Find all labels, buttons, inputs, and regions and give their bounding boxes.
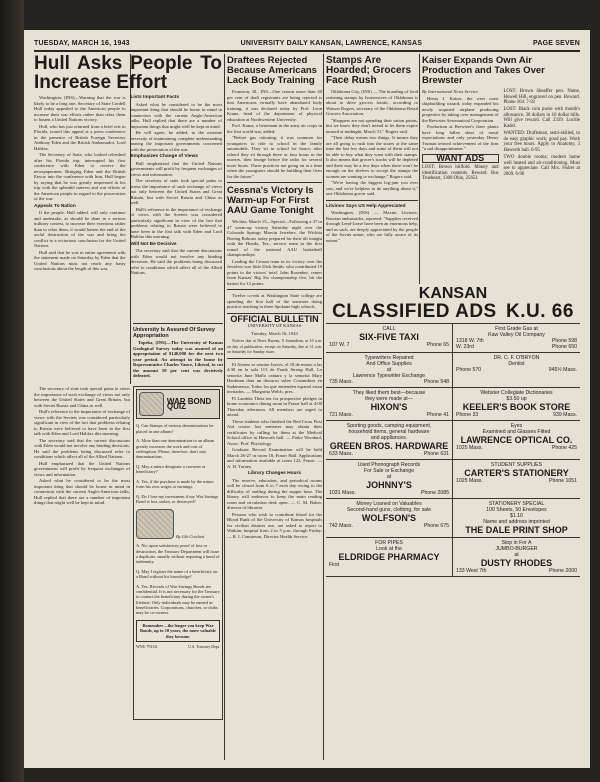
ad-name: GREEN BROS. HARDWARE — [329, 441, 449, 451]
ad-line: Second-hand guns, clothing, for sale — [346, 507, 432, 513]
ad-detail: Phone 548 — [423, 379, 449, 385]
cessna-paragraph: Leading the Cessna team in its victory over the Jewelers was little Dick Smith, who contributed 19 points to the victors' total. John Rosenber, center from Kansas' Big Six championship five, hit the basket for 12 points. — [227, 258, 322, 286]
ad-line: Sporting goods, camping equipment, — [346, 423, 432, 429]
quiz-answer: A. No; upon satisfactory proof of loss or destruction, the Treasury Department will issue a duplicate, usually without requiring a bond of indemnity. — [136, 543, 220, 565]
ad-line: Lawrence Typewriter Exchange — [352, 373, 426, 379]
classified-ad — [453, 353, 580, 388]
quiz-title-banner — [136, 389, 220, 419]
hull-paragraph: Asked what he considered to be the most important thing that should be borne in mind in connection with the current Anglo-American talks, Hull replied that there are a number of important things that might well be kept in mind. — [34, 478, 130, 505]
ad-line: at — [386, 367, 392, 373]
hull-paragraph: Hull said that he was in entire agreement with the statement made on Saturday by Eden that the United Nations must not reach any hasty conclusions about the length of this war. — [34, 249, 126, 271]
masthead-paper: UNIVERSITY DAILY KANSAN, LAWRENCE, KANSAS — [240, 39, 423, 47]
bulletin-date: Tuesday, March 16, 1943 — [251, 330, 298, 336]
quiz-footer-right: U.S. Treasury Dept. — [188, 643, 220, 649]
ad-name: WOLFSON'S — [361, 513, 417, 523]
ad-detail: Phone 41 — [426, 412, 449, 418]
hull-continued — [34, 386, 130, 736]
bulletin-notice: Graduate Record Examination will be held March 26-27 in room 18, Fraser Hall. Applications and information available at room 122, Fraser. — A. H. Turney. — [227, 447, 322, 469]
classified-ad — [453, 538, 580, 577]
hull-paragraph: The Secretary of State, who looked refreshed after his Florida trip, interrupted his first conference with Eden to receive the newspapermen. Bringing Eden and the British Envoy into the conference with him, Hull began by saying that he was greatly impressed in his trip with the splendid interest and war efforts of the American people in regard to the prosecution of the war. — [34, 152, 126, 201]
ad-line: at — [386, 474, 392, 480]
ad-name: LAWRENCE OPTICAL CO. — [460, 435, 573, 445]
masthead — [34, 36, 580, 52]
quiz-slogan: Remember—the longer you keep War Bonds, up to 10 years, the more valuable they become. — [136, 620, 220, 642]
hull-paragraph: The secretary of state took special pains to stress the importance of such exchange of views not only between the United States and Great Britain, but with Soviet Russia and China as well. — [34, 386, 130, 408]
classified-ad — [326, 538, 453, 577]
quiz-answer: A. Yes. Records of War Savings Bonds are confidential. It is not necessary for the Treasury to contact the beneficiary during the owner's lifetime. Only individuals may be named as beneficiaries. Corporations, churches, or clubs may be co-owners. — [136, 583, 220, 616]
classified-ad — [453, 460, 580, 499]
ad-address-row — [329, 562, 449, 568]
kaiser-byline: By International News Service — [422, 89, 479, 94]
classified-ad — [326, 499, 453, 538]
ad-address-row — [329, 451, 449, 457]
hull-paragraph: Hull, who has just returned from a brief rest in Florida, issued this appeal at a press conference in the presence of British Foreign Secretary Anthony Eden and the British Ambassador, Lord Halifax. — [34, 123, 126, 151]
stamps-paragraph: "Shoppers are not spending their ration points, but we know they don't intend to let them expire unused at midnight, March 31," Rogers said. — [326, 117, 418, 134]
classified-line2: CLASSIFIED ADS — [332, 301, 497, 322]
stamps-headline: Stamps Are Hoarded; Grocers Face Rush — [326, 55, 412, 86]
ad-line: Examined and Glasses Fitted — [482, 429, 551, 435]
hull-subhead: Lists Important Facts — [130, 95, 180, 100]
ad-detail: Phone 631 — [423, 451, 449, 457]
ad-line: $3.50 up — [506, 396, 527, 402]
quiz-title: WAR BOND QUIZ — [166, 396, 212, 411]
bulletin-notice: Pi Lambda Theta tea for prospective pledges in home economics dining room in Fraser hall at 4:00 Thursday afternoon. All members are urged to attend. — [227, 395, 322, 417]
ad-line: CALL — [382, 326, 396, 332]
ad-address-row — [456, 445, 577, 451]
want-ads-title: WANT ADS — [422, 154, 499, 164]
ad-name: DUSTY RHODES — [480, 558, 553, 568]
ad-line: Typewriters Repaired — [364, 355, 414, 361]
draftees-headline: Draftees Rejected Because Americans Lack Body Training — [227, 55, 317, 86]
ad-name: THE DALE PRINT SHOP — [465, 525, 568, 535]
classified-ad — [453, 324, 580, 353]
ad-detail: 1025 Mass. — [456, 478, 483, 484]
cartoon-icon — [136, 509, 174, 539]
litvinov-headline: Litvinov Says US Help Appreciated — [326, 203, 406, 209]
ad-name: CARTER'S STATIONERY — [464, 468, 569, 478]
want-ad-item: LOST: Black coin purse with month's allowance, 30 dollars in 10 dollar bills. Will give reward. Call 2339. Lucille Kadel. — [503, 107, 580, 130]
ad-detail: 945½ Mass. — [548, 367, 577, 373]
ad-line: they were made at— — [365, 396, 413, 402]
classified-grid — [326, 323, 580, 577]
ad-line: at — [514, 552, 519, 558]
ad-line: DR. C. F. O'BRYON — [493, 355, 540, 361]
ad-address-row — [456, 412, 577, 418]
ad-line: Webster Collegiate Dictionaries — [480, 390, 553, 396]
ad-address-row — [456, 478, 577, 484]
hull-paragraph: If the people, Hull added, will only continue and undertake, as should be done in a serious military contest, to increase their exertions rather than to relax them, it would hasten the end of the awful destruction of the war and bring the conflict to a victorious conclusion for the United Nations. — [34, 210, 126, 248]
ad-detail: W. 23rd — [456, 344, 474, 350]
kaiser-paragraph: Production at Brewster's three plants have long fallen short of naval expectations and only yesterday Henry Truman termed achievement of the firm "a sad disappointment." — [422, 124, 499, 151]
ad-line: STATIONERY SPECIAL — [488, 501, 545, 507]
stamps-paragraph: Oklahoma City, (INS) — The hoarding of food rationing stamps by housewives of Oklahoma is about to drive grocers frantic, according to Watson Rogers, secretary of the Oklahoma Retail Grocers Association. — [326, 89, 418, 116]
ad-name: SIX-FIVE TAXI — [359, 332, 419, 342]
quiz-question: Q. Do I lose my investment if my War Savings Bond is lost, stolen, or destroyed? — [136, 493, 219, 505]
ad-line: household items, general hardware — [348, 429, 430, 435]
hull-paragraph: Asked what he considered to be the most important thing that should be borne in mind in connection with the current Anglo-American talks, Hull replied that there are a number of important things that might well be kept in mind. — [130, 101, 222, 129]
bulletin-org: UNIVERSITY OF KANSAS — [247, 323, 302, 328]
ad-detail: Phone 675 — [423, 523, 449, 529]
coeds-paragraph: Twelve co-eds at Washington State college are spending the first half of the semester doing practice teaching in three Spokane high schools. — [227, 293, 322, 309]
column-rule — [323, 54, 324, 760]
quiz-question: Q. Can Stamps of various denominations be placed in one album? — [136, 423, 214, 434]
ad-detail: Phone 2000 — [549, 568, 577, 574]
hull-headline: Hull Asks People To Increase Effort — [34, 54, 222, 93]
ad-detail: 133 West 7th — [456, 568, 487, 574]
hull-subhead: Appeals To Nation — [34, 203, 76, 209]
ad-line: STUDENT SUPPLIES — [490, 462, 543, 468]
want-ad-item: TWO double rooms; modern home well heated and air-conditioning. Must see to appreciate. Call Mrs. Fisher at 2009. 6-96 — [503, 155, 580, 177]
ad-address-row — [456, 367, 577, 373]
ad-detail: Phone 650 — [551, 344, 577, 350]
classified-line1: KANSAN — [418, 285, 488, 302]
ad-address-row — [456, 344, 577, 350]
ad-line: Used Phonograph Records — [357, 462, 421, 468]
ad-detail: 1025 Mass. — [456, 445, 483, 451]
bulletin-note: Notices due at News Bureau, 8 Journalism, at 10 a.m. on day of publication, except on Saturday, due at 11 a.m. on Saturday for Sunday issue. — [227, 338, 322, 354]
classified-ad — [453, 421, 580, 460]
ad-detail: Phone 1051 — [549, 478, 577, 484]
bulletin-notice: El Ateneo se reunira Jueves, el 18 de marzo a las 4:30 en la sala 113 de Frank Strong Hall. La senorita June Mallo cantara y la senorita Mary Hardman dara un discurso sobre Costumbres en Sudamerica. Todos los que entienden espanol estan invitados. — Margarita Welch, pres. — [227, 361, 322, 394]
hull-paragraph: The secretary said that the current discussions with Eden would not involve any binding decisions. He said the problems being discussed refer to conditions which affect all of the Allied Nations. — [34, 437, 130, 459]
quiz-credit: By Gib Crockett — [176, 533, 205, 539]
classified-banner — [326, 286, 580, 321]
want-ad-item: LOST: Brown billfold. Money and identification contents. Reward. Bus Trueheart, 1308 Ohio, 2565J. — [422, 165, 499, 182]
quiz-answer: A. More than one denomination in an album greatly increases the work and cost of redemption. Please, therefore, don't mix denominations. — [136, 438, 215, 460]
ad-line: Name and address imprinted — [483, 519, 550, 525]
page-edge-shadow — [0, 0, 24, 782]
hull-subhead: Will Not Be Decisive — [130, 241, 177, 247]
ad-line: 100 Sheets, 50 Envelopes — [486, 507, 547, 513]
survey-body: Topeka, (INS)—The University of Kansas Geological Survey today was assured of an appropriation of $140,000 for the next two year period. An attempt in the house by Representative Charles Vance, Liberal, to cut the amount 50 per cent was decisively defeated. — [133, 340, 223, 379]
classified-ad — [326, 421, 453, 460]
ad-address-row — [329, 490, 449, 496]
newspaper-page — [24, 30, 590, 768]
draftees-paragraph: Prof. Kranz, a lieutenant in the army air corps in the first world war, added: — [227, 123, 322, 134]
column-rule — [224, 54, 225, 760]
draftees-paragraph: Evanston, Ill., INS—One reason more than 40 per cent of draft registrants are being rejected is that Americans virtually have abandoned body training, it was declared today by Prof. Leon Kranz, head of the department of physical education at Northwestern University. — [227, 89, 322, 122]
stamps-paragraph: "Their delay means two things. It means they are all going to rush into the stores at the same time the last few days and some of them will not be able to buy what they want with their stamps. It also means that grocer's stocks will be depleted and there may be a few days when there won't be enough on the shelves to accept the stamps the women are wanting to exchange," Rogers said. — [326, 135, 418, 179]
ad-detail: 1031 Mass. — [329, 490, 356, 496]
quiz-answer: A. Yes, if the purchase is made by the minor from his own wages or earnings. — [136, 478, 214, 490]
ad-detail: 633 Mass. — [329, 451, 353, 457]
classified-ad — [326, 460, 453, 499]
hull-subhead: Emphasizes Change of Views — [130, 154, 198, 159]
masthead-page: PAGE SEVEN — [533, 39, 580, 47]
ad-line: Dentist — [508, 361, 525, 367]
ad-detail: Phone 65 — [426, 342, 449, 348]
ad-line: First Grade Gas at — [495, 326, 538, 332]
ad-name: KEELER'S BOOK STORE — [462, 402, 571, 412]
ad-detail: Phone 33 — [456, 412, 479, 418]
want-ad-item: WANTED: Draftsman, semi-skilled, to do easy graphic work; good pay. Work your free hours. Apply to Anatomy, 3 Haworth hall. 6-95 — [503, 131, 580, 153]
ad-address-row — [329, 379, 449, 385]
column-five — [422, 54, 580, 280]
hull-paragraph: Washington, (INS)—Warning that the war is likely to be a long one, Secretary of State Cordell Hull today appealed to the American people to increase their war efforts rather than relax them to hasten a United Nations victory. — [34, 95, 126, 122]
ad-detail: Phone 425 — [551, 445, 577, 451]
stamps-paragraph: "We're having the biggest log-jam you ever saw, and we're helpless to do anything about it," one Oklahoma grocer said. — [326, 180, 418, 196]
masthead-date: TUESDAY, MARCH 16, 1943 — [34, 39, 130, 47]
cartoon-icon — [139, 392, 164, 416]
ad-line: They liked them best—because — [352, 390, 426, 396]
bulletin-title: OFFICIAL BULLETIN — [230, 313, 319, 324]
ad-name: JOHNNY'S — [366, 480, 412, 490]
kaiser-headline: Kaiser Expands Own Air Production and Takes Over Brewster — [422, 55, 545, 86]
ad-line: Eyes — [510, 423, 523, 429]
classified-ad — [326, 353, 453, 388]
draftees-paragraph: "Before gas rationing, it was common for youngsters to ride to school in the family automobile. They sit in school for hours; after school they sit through three or four hours in the movies, then lounge before the radio for several more hours. These practices are going on at a time when the youngsters should be building their lives for the future." — [227, 135, 322, 179]
ad-detail: Phone 2085 — [421, 490, 449, 496]
ad-line: And Office Supplies — [366, 361, 412, 367]
quiz-question: Q. May a minor designate a coowner or beneficiary? — [136, 463, 206, 475]
ad-line: Kaw Valley Oil Company — [488, 332, 545, 338]
want-ad-item: LOST: Brown Sheaffer pen. Name, Howell Hill, engraved on pen. Reward. Phone 164. 7-92 — [503, 89, 580, 106]
ad-detail: 742 Mass. — [329, 523, 353, 529]
column-four — [326, 54, 418, 280]
survey-headline: University Is Assured Of Survey Appropriation — [133, 327, 215, 340]
bulletin-notice: Those students who finished the Red Cross First Aid course last semester may obtain their certificates by calling for them at the Medical School office in Haworth hall. — Parke Woodard, Assoc. Prof. Physiology — [227, 418, 322, 446]
bulletin-notice: Persons who wish to contribute blood for the Blood Bank of the University of Kansas hospitals for civilian disaster use, are asked to report to Watkins hospital from 2 to 5 p.m. through Friday. — R. I. Canuteson, Director Health Service. — [227, 511, 322, 539]
ad-name: HIXON'S — [370, 402, 408, 412]
ad-address-row — [456, 568, 577, 574]
ad-line: and appliances. — [370, 435, 408, 441]
cessna-paragraph: Wichita, March 15—Special—Following a 37 to 47 warm-up victory Saturday night over the Colorado Springs Marvin Jewelers, the Wichita Boeing Bobcats today prepared for their tilt tonight with the Hondo, Tex., service team in the first round of the national AAU basketball championships. — [227, 219, 322, 257]
cessna-headline: Cessna's Victory Is Warm-up For First AAU Game Tonight — [227, 185, 314, 216]
hull-paragraph: Hull's reference to the importance of exchange of views with the Soviets was considered particularly significant in view of the fact that problems relating to Russia were believed to have been in the first talk with Eden and Lord Halifax this morning. — [34, 409, 130, 436]
hull-paragraph: He will agree, he added, to the extreme necessity of maintaining complete understanding among the important governments concerned with the prosecution of the war. — [130, 130, 222, 152]
ad-detail: 721 Mass. — [329, 412, 353, 418]
classified-ad — [453, 499, 580, 538]
hull-paragraph: The secretary of state took special pains to stress the importance of such exchange of views not only between the United States and Great Britain, but with Soviet Russia and China as well. — [130, 178, 222, 205]
ad-detail: 939 Mass. — [553, 412, 577, 418]
hull-paragraph: Hull emphasized that the United Nations governments will profit by frequent exchanges of views and information. — [130, 160, 222, 177]
classified-ad — [326, 388, 453, 421]
ad-line: Money Loaned on Valuables — [356, 501, 422, 507]
ad-detail: 107 W. 7 — [329, 342, 350, 348]
hull-paragraph: The secretary said that the current discussions with Eden would not involve any binding decisions. He said the problems being discussed refer to conditions which affect all of the Allied Nations. — [130, 248, 222, 275]
hull-paragraph: Hull's reference to the importance of exchange of views with the Soviets was considered particularly significant in view of the fact that problems relating to Russia were believed to have been in the first talk with Eden and Lord Halifax this morning. — [130, 206, 222, 239]
ad-line: Stop in For A — [501, 540, 532, 546]
ad-address-row — [329, 342, 449, 348]
kaiser-paragraph: Henry J. Kaiser, the west coast shipbuilding wizard, today expanded his newly acquired airplane producing properties by taking over management of the Brewster Aeronautical Corporation. — [422, 95, 499, 123]
survey-article — [133, 320, 223, 384]
ad-line: FOR PIPES — [375, 540, 403, 546]
ad-detail: Phone 598 — [551, 338, 577, 344]
column-rule — [419, 54, 420, 284]
quiz-footer-left: WNU 7913A — [136, 643, 158, 649]
ad-line: JUMBO-BURGER — [495, 546, 538, 552]
bulletin-notice: The reserve, education, and periodical rooms will be closed from 6 to 7 each day owing to the difficulty of staffing during the supper hour. The library will endeavor to keep the main reading room and circulation desk open. — C. M. Baker, director of libraries — [227, 477, 322, 510]
classified-line3: K.U. 66 — [506, 301, 574, 322]
ad-address-row — [329, 523, 449, 529]
ad-line: Look at the — [376, 546, 402, 552]
litvinov-body: Washington, (INS) — Maxim Litvinov, Russian ambassador, reported: "Supplies received through Lend-Lease have been an enormous help, and as such, are deeply appreciated by the people of the Soviet union, who are fully aware of its extent." — [326, 210, 418, 243]
ad-detail: 1318 W. 7th — [456, 338, 484, 344]
classified-ad — [326, 324, 453, 353]
bulletin-subhead: Library Changes Hours — [247, 471, 302, 476]
ad-line: $1.10 — [510, 513, 523, 519]
classified-ads — [326, 284, 580, 760]
ad-name: ELDRIDGE PHARMACY — [338, 552, 440, 562]
column-three — [227, 54, 322, 760]
hull-paragraph: Hull emphasized that the United Nations governments will profit by frequent exchanges of views and information. — [34, 460, 130, 477]
quiz-question: Q. May I register the name of a beneficiary on a Bond without his knowledge? — [136, 568, 218, 580]
classified-ad — [453, 388, 580, 421]
war-bond-quiz — [133, 386, 223, 720]
ad-line: For Sale or Exchange — [363, 468, 415, 474]
ad-detail: First — [329, 562, 340, 568]
ad-detail: Phone 570 — [456, 367, 482, 373]
ad-detail: 735 Mass. — [329, 379, 353, 385]
ad-address-row — [329, 412, 449, 418]
